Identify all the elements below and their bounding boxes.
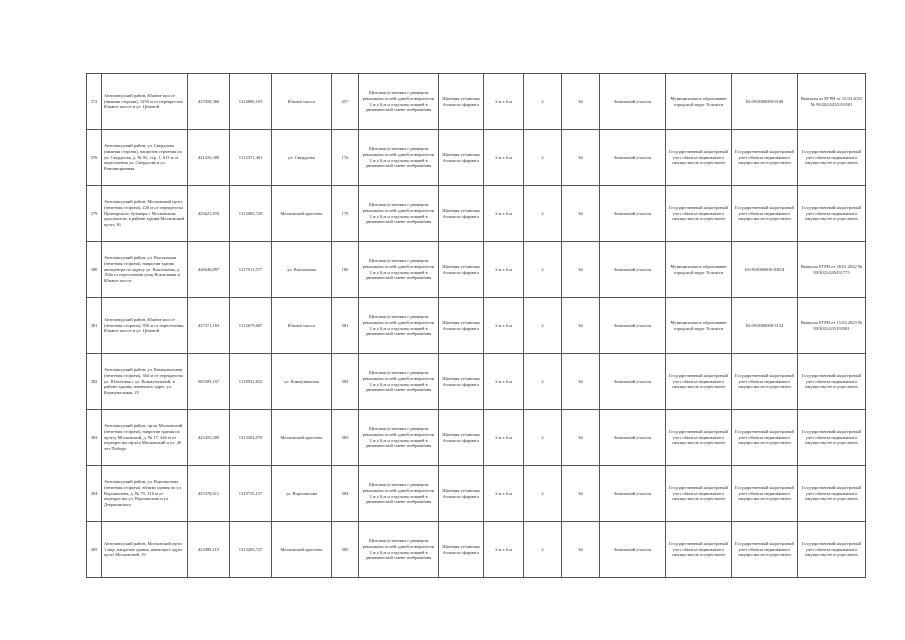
row-field-size: 3 м х 6 м bbox=[484, 298, 524, 354]
table-row bbox=[87, 410, 866, 466]
row-area: 36 bbox=[562, 186, 600, 242]
row-code: 383 bbox=[332, 410, 359, 466]
row-field-size: 3 м х 6 м bbox=[484, 186, 524, 242]
row-area: 36 bbox=[562, 298, 600, 354]
row-cadastral-number: Государственный кадастровый учет объекта недвижимого имущества не осуществлен bbox=[732, 522, 798, 578]
row-owner-status: Муниципальное образование городской округ Тольятти bbox=[666, 242, 732, 298]
row-land-category: Земельный участок bbox=[600, 354, 666, 410]
row-sides-count: 2 bbox=[524, 522, 562, 578]
row-structure-type: Щитовая установка большого формата bbox=[439, 522, 484, 578]
row-street: Московский проспект bbox=[272, 186, 332, 242]
table-row bbox=[87, 130, 866, 186]
row-number: 372 bbox=[87, 74, 102, 130]
row-sides-count: 2 bbox=[524, 354, 562, 410]
row-registry-extract: Государственный кадастровый учет объекта недвижимого имущества не осуществлен bbox=[798, 466, 866, 522]
row-owner-status: Муниципальное образование городской округ Тольятти bbox=[666, 74, 732, 130]
row-sides-count: 2 bbox=[524, 74, 562, 130]
row-area: 36 bbox=[562, 242, 600, 298]
row-description: Щитовая установка с размером рекламных полей одной поверхности 3 м х 6 м и отдельностоящей в динамической смене изображения bbox=[359, 298, 439, 354]
row-description: Щитовая установка с размером рекламных полей одной поверхности 3 м х 6 м и отдельностоящей в динамической смене изображения bbox=[359, 522, 439, 578]
row-street: Южное шоссе bbox=[272, 74, 332, 130]
row-area: 36 bbox=[562, 354, 600, 410]
row-coordinate-x: 427371,163 bbox=[188, 298, 230, 354]
row-address: Автозаводский район, Южное шоссе (нечетная сторона), 950 м от пересечения Южное шоссе и ул. Цеховой bbox=[102, 298, 188, 354]
row-code: 384 bbox=[332, 466, 359, 522]
row-coordinate-y: 1313203,727 bbox=[230, 522, 272, 578]
row-owner-status: Государственный кадастровый учет объекта недвижимого имущества не осуществлен bbox=[666, 466, 732, 522]
table-row bbox=[87, 522, 866, 578]
row-registry-extract: Выписка ЕГРН от 15.03.2023 № 99/2023/435193581 bbox=[798, 298, 866, 354]
row-description: Щитовая установка с размером рекламных полей одной поверхности 3 м х 6 м и отдельностоящей в динамической смене изображения bbox=[359, 74, 439, 130]
row-field-size: 3 м х 6 м bbox=[484, 522, 524, 578]
row-code: 176 bbox=[332, 130, 359, 186]
row-field-size: 3 м х 6 м bbox=[484, 410, 524, 466]
row-coordinate-x: 423621,876 bbox=[188, 186, 230, 242]
row-number: 383 bbox=[87, 410, 102, 466]
table-body bbox=[87, 74, 866, 578]
row-coordinate-y: 1310735,157 bbox=[230, 466, 272, 522]
row-land-category: Земельный участок bbox=[600, 74, 666, 130]
row-registry-extract: Государственный кадастровый учет объекта недвижимого имущества не осуществлен bbox=[798, 522, 866, 578]
row-field-size: 3 м х 6 м bbox=[484, 74, 524, 130]
table-row bbox=[87, 186, 866, 242]
row-description: Щитовая установка с размером рекламных полей одной поверхности 3 м х 6 м и отдельностоящей в динамической смене изображения bbox=[359, 186, 439, 242]
row-number: 384 bbox=[87, 466, 102, 522]
table-row bbox=[87, 74, 866, 130]
row-registry-extract: Государственный кадастровый учет объекта недвижимого имущества не осуществлен bbox=[798, 354, 866, 410]
row-address: Автозаводский район, Московский пр-кт (нечетная сторона), 226 м от перекрестка Приморского бульвара с Московским проспектом, в районе здания Московский пр-кт, 36 bbox=[102, 186, 188, 242]
row-description: Щитовая установка с размером рекламных полей одной поверхности 3 м х 6 м и отдельностоящей в динамической смене изображения bbox=[359, 242, 439, 298]
row-description: Щитовая установка с размером рекламных полей одной поверхности 3 м х 6 м и отдельностоящей в динамической смене изображения bbox=[359, 130, 439, 186]
row-number: 385 bbox=[87, 522, 102, 578]
row-cadastral-number: Государственный кадастровый учет объекта недвижимого имущества не осуществлен bbox=[732, 186, 798, 242]
row-coordinate-y: 1318932,652 bbox=[230, 354, 272, 410]
row-sides-count: 2 bbox=[524, 242, 562, 298]
row-description: Щитовая установка с размером рекламных полей одной поверхности 3 м х 6 м и отдельностоящей в динамической смене изображения bbox=[359, 466, 439, 522]
row-description: Щитовая установка с размером рекламных полей одной поверхности 3 м х 6 м и отдельностоящей в динамической смене изображения bbox=[359, 410, 439, 466]
row-sides-count: 2 bbox=[524, 130, 562, 186]
row-address: Автозаводский район, ул. Свердлова (нижняя сторона), напротив строения по ул. Свердлова, д. № 9б, стр. 1, 613 м от пересечения ул. Свердлова и ул. Революционная bbox=[102, 130, 188, 186]
row-land-category: Земельный участок bbox=[600, 522, 666, 578]
row-structure-type: Щитовая установка большого формата bbox=[439, 130, 484, 186]
row-street: Московский проспект bbox=[272, 522, 332, 578]
table-row bbox=[87, 242, 866, 298]
row-field-size: 3 м х 6 м bbox=[484, 466, 524, 522]
row-land-category: Земельный участок bbox=[600, 466, 666, 522]
row-owner-status: Государственный кадастровый учет объекта недвижимого имущества не осуществлен bbox=[666, 130, 732, 186]
row-code: 179 bbox=[332, 186, 359, 242]
row-sides-count: 2 bbox=[524, 466, 562, 522]
row-code: 382 bbox=[332, 354, 359, 410]
row-coordinate-x: 423455,309 bbox=[188, 410, 230, 466]
row-address: Автозаводский район, пр-кт Московский (нечетная сторона), напротив здания по пр-кту Московский, д. № 17, 446 м от перекрестка пр-кта Московский и ул. 40 лет Победы bbox=[102, 410, 188, 466]
row-coordinate-x: 385509,167 bbox=[188, 354, 230, 410]
row-field-size: 3 м х 6 м bbox=[484, 130, 524, 186]
row-land-category: Земельный участок bbox=[600, 130, 666, 186]
row-number: 376 bbox=[87, 130, 102, 186]
row-owner-status: Муниципальное образование городской округ Тольятти bbox=[666, 298, 732, 354]
row-coordinate-y: 1312679,687 bbox=[230, 298, 272, 354]
row-registry-extract: Выписка из ЕГРН от 15.03.2023 № 99/2023/435193581 bbox=[798, 74, 866, 130]
row-owner-status: Государственный кадастровый учет объекта недвижимого имущества не осуществлен bbox=[666, 410, 732, 466]
row-sides-count: 2 bbox=[524, 186, 562, 242]
row-coordinate-x: 427058,366 bbox=[188, 74, 230, 130]
row-area: 36 bbox=[562, 410, 600, 466]
row-code: 257 bbox=[332, 74, 359, 130]
row-cadastral-number: Государственный кадастровый учет объекта недвижимого имущества не осуществлен bbox=[732, 410, 798, 466]
row-address: Автозаводский район, Южное шоссе (нижняя сторона), 1250 м от перекрестка Южное шоссе и ул. Цеховой bbox=[102, 74, 188, 130]
row-structure-type: Щитовая установка большого формата bbox=[439, 354, 484, 410]
row-land-category: Земельный участок bbox=[600, 410, 666, 466]
table-row bbox=[87, 354, 866, 410]
row-cadastral-number: 63:09:0000000:30614 bbox=[732, 242, 798, 298]
row-address: Автозаводский район, Московский пр-кт 1 мкр, напротив здания, имеющего адрес пр-кт Московский, 19 bbox=[102, 522, 188, 578]
row-registry-extract: Выписка ЕГРН от 28.01.2022 № 99/2022/445431775 bbox=[798, 242, 866, 298]
row-area: 36 bbox=[562, 74, 600, 130]
row-street: ул. Свердлова bbox=[272, 130, 332, 186]
row-street: ул. Вокзальная bbox=[272, 242, 332, 298]
row-structure-type: Щитовая установка большого формата bbox=[439, 298, 484, 354]
row-code: 385 bbox=[332, 522, 359, 578]
advertising-structures-table bbox=[86, 73, 866, 578]
row-coordinate-x: 421416,380 bbox=[188, 130, 230, 186]
row-street: Московский проспект bbox=[272, 410, 332, 466]
row-cadastral-number: 63:09:0000000:0168 bbox=[732, 74, 798, 130]
row-structure-type: Щитовая установка большого формата bbox=[439, 466, 484, 522]
row-sides-count: 2 bbox=[524, 410, 562, 466]
row-cadastral-number: Государственный кадастровый учет объекта недвижимого имущества не осуществлен bbox=[732, 466, 798, 522]
row-structure-type: Щитовая установка большого формата bbox=[439, 74, 484, 130]
row-field-size: 3 м х 6 м bbox=[484, 242, 524, 298]
row-coordinate-y: 1313204,079 bbox=[230, 410, 272, 466]
row-coordinate-y: 1317911,577 bbox=[230, 242, 272, 298]
row-code: 180 bbox=[332, 242, 359, 298]
row-coordinate-x: 426646,897 bbox=[188, 242, 230, 298]
row-cadastral-number: 63:09:0000000:5134 bbox=[732, 298, 798, 354]
row-structure-type: Щитовая установка большого формата bbox=[439, 186, 484, 242]
row-street: ул. Ворошилова bbox=[272, 466, 332, 522]
row-area: 36 bbox=[562, 522, 600, 578]
row-field-size: 3 м х 6 м bbox=[484, 354, 524, 410]
row-registry-extract: Государственный кадастровый учет объекта недвижимого имущества не осуществлен bbox=[798, 186, 866, 242]
row-coordinate-x: 423988,115 bbox=[188, 522, 230, 578]
row-cadastral-number: Государственный кадастровый учет объекта недвижимого имущества не осуществлен bbox=[732, 354, 798, 410]
row-street: ул. Коммунальная bbox=[272, 354, 332, 410]
row-owner-status: Государственный кадастровый учет объекта недвижимого имущества не осуществлен bbox=[666, 354, 732, 410]
table-row bbox=[87, 466, 866, 522]
row-owner-status: Государственный кадастровый учет объекта недвижимого имущества не осуществлен bbox=[666, 522, 732, 578]
table-row bbox=[87, 298, 866, 354]
row-sides-count: 2 bbox=[524, 298, 562, 354]
row-address: Автозаводский район, ул. Коммунальная (нечетная сторона), 364 м от перекрестка ул. Шлюзовая с ул. Коммунальной, в районе здания, имеющего адрес ул. Коммунальная, 25 bbox=[102, 354, 188, 410]
row-number: 379 bbox=[87, 186, 102, 242]
row-cadastral-number: Государственный кадастровый учет объекта недвижимого имущества не осуществлен bbox=[732, 130, 798, 186]
row-owner-status: Государственный кадастровый учет объекта недвижимого имущества не осуществлен bbox=[666, 186, 732, 242]
row-area: 36 bbox=[562, 130, 600, 186]
row-description: Щитовая установка с размером рекламных полей одной поверхности 3 м х 6 м и отдельностоящей в динамической смене изображения bbox=[359, 354, 439, 410]
row-street: Южное шоссе bbox=[272, 298, 332, 354]
row-number: 381 bbox=[87, 298, 102, 354]
row-coordinate-x: 425378,611 bbox=[188, 466, 230, 522]
row-structure-type: Щитовая установка большого формата bbox=[439, 242, 484, 298]
row-code: 381 bbox=[332, 298, 359, 354]
row-coordinate-y: 1314860,165 bbox=[230, 74, 272, 130]
row-number: 382 bbox=[87, 354, 102, 410]
row-land-category: Земельный участок bbox=[600, 298, 666, 354]
row-land-category: Земельный участок bbox=[600, 186, 666, 242]
row-coordinate-y: 1312082,729 bbox=[230, 186, 272, 242]
row-area: 36 bbox=[562, 466, 600, 522]
row-registry-extract: Государственный кадастровый учет объекта недвижимого имущества не осуществлен bbox=[798, 130, 866, 186]
row-address: Автозаводский район, ул. Ворошилова (нечетная сторона), вблизи здания по ул. Ворошилова, д. № 79, 316 м от перекрестка ул. Ворошилова и ул. Дзержинского bbox=[102, 466, 188, 522]
row-structure-type: Щитовая установка большого формата bbox=[439, 410, 484, 466]
row-address: Автозаводский район, ул. Вокзальная (нечетная сторона), напротив здания автоцентра по адресу ул. Вокзальная, д. 194а от пересечения улиц Вокзальная и Южное шоссе bbox=[102, 242, 188, 298]
row-registry-extract: Государственный кадастровый учет объекта недвижимого имущества не осуществлен bbox=[798, 410, 866, 466]
row-land-category: Земельный участок bbox=[600, 242, 666, 298]
row-number: 380 bbox=[87, 242, 102, 298]
row-coordinate-y: 1315371,461 bbox=[230, 130, 272, 186]
